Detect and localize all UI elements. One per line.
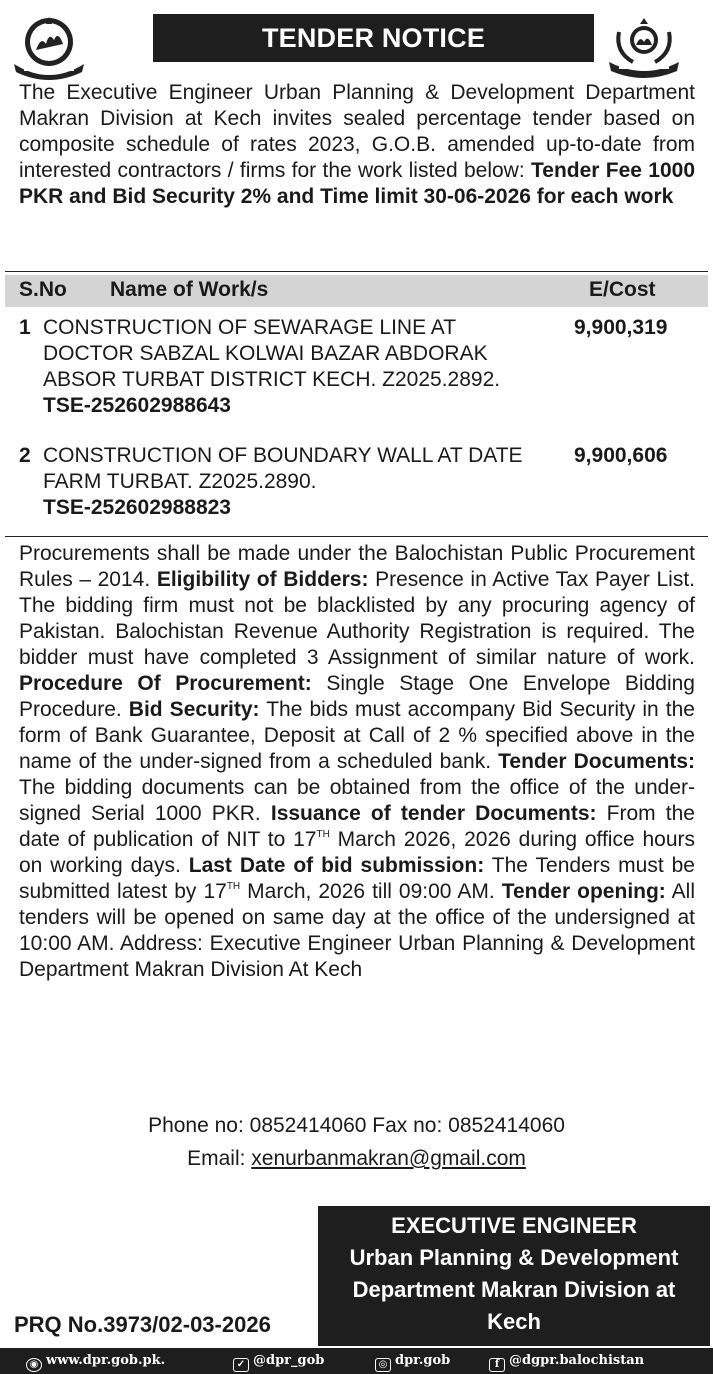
issuance-heading: Issuance of tender Documents:: [270, 802, 597, 825]
balochistan-emblem-logo: [10, 14, 88, 80]
header-name-of-work: Name of Work/s: [110, 278, 269, 301]
tender-opening-heading: Tender opening:: [501, 880, 666, 903]
ordinal-suffix: TH: [316, 829, 330, 840]
bid-security-heading: Bid Security:: [128, 698, 260, 721]
intro-terms: Tender Fee 1000 PKR and Bid Security 2% and Time limit 30-06-2026 for each work: [19, 159, 695, 208]
footer-facebook[interactable]: [489, 1353, 644, 1372]
row-estimated-cost: 9,900,606: [574, 444, 668, 467]
email-label: Email:: [187, 1147, 252, 1170]
issuance-text: From the date of publication of NIT to 17: [19, 802, 695, 851]
procedure-text: Single Stage One Envelope Bidding Procedure.: [19, 672, 695, 721]
divider: [5, 271, 708, 272]
row-sno: 1: [19, 316, 31, 339]
procedure-heading: Procedure Of Procurement:: [19, 672, 312, 695]
signature-location: Kech: [487, 1309, 541, 1334]
procurement-rules-text: Procurements shall be made under the Balochistan Public Procurement Rules – 2014.: [19, 542, 695, 591]
last-date-text-end: March, 2026 till 09:00 AM.: [240, 880, 495, 903]
twitter-handle: @dpr_gob: [253, 1353, 325, 1368]
ordinal-suffix: TH: [226, 881, 241, 892]
tender-conditions: [19, 541, 695, 983]
email-line: [0, 1147, 713, 1171]
signature-title: EXECUTIVE ENGINEER: [391, 1213, 637, 1238]
eligibility-text: Presence in Active Tax Payer List. The bidding firm must not be blacklisted by any procuring agency of Pakistan. Balochistan Revenue Authority Registration is required. The bidder must have completed 3 Assignment of similar nature of work.: [19, 568, 695, 669]
footer-instagram[interactable]: [375, 1353, 450, 1372]
row-tse-number: TSE-252602988823: [43, 496, 231, 519]
intro-paragraph: [19, 80, 695, 210]
row-sno: 2: [19, 444, 31, 467]
row-tse-number: TSE-252602988643: [43, 394, 231, 417]
header-sno: S.No: [19, 278, 67, 301]
page-title: TENDER NOTICE: [153, 14, 594, 62]
signature-division: Department Makran Division at: [352, 1277, 676, 1302]
row-work-description: CONSTRUCTION OF BOUNDARY WALL AT DATE FARM TURBAT. Z2025.2890.: [43, 444, 523, 493]
intro-text: The Executive Engineer Urban Planning & Development Department Makran Division at Kech invites sealed percentage tender based on composite schedule of rates 2023, G.O.B. amended up-to-date from interested contractors / firms for the work listed below:: [19, 81, 695, 182]
works-table-header: [5, 275, 708, 307]
globe-icon: ◉: [26, 1358, 42, 1372]
signature-block: [318, 1206, 710, 1346]
last-date-heading: Last Date of bid submission:: [188, 854, 485, 877]
website-text: www.dpr.gob.pk.: [46, 1353, 166, 1368]
twitter-icon: ✓: [233, 1358, 249, 1372]
tender-documents-heading: Tender Documents:: [498, 750, 695, 773]
facebook-handle: @dgpr.balochistan: [509, 1353, 645, 1368]
issuance-text-end: March 2026, 2026 during office hours on working days.: [19, 828, 695, 877]
footer-twitter[interactable]: [233, 1353, 324, 1372]
row-work-name: [43, 443, 543, 521]
table-row: [19, 443, 695, 529]
instagram-handle: dpr.gob: [395, 1353, 451, 1368]
eligibility-heading: Eligibility of Bidders:: [156, 568, 369, 591]
facebook-icon: f: [489, 1358, 505, 1372]
instagram-icon: ◎: [375, 1358, 391, 1372]
phone-fax: Phone no: 0852414060 Fax no: 0852414060: [148, 1114, 565, 1137]
row-work-name: [43, 315, 543, 419]
table-row: [19, 315, 695, 427]
row-estimated-cost: 9,900,319: [574, 316, 668, 339]
divider: [5, 536, 708, 537]
row-work-description: CONSTRUCTION OF SEWARAGE LINE AT DOCTOR SABZAL KOLWAI BAZAR ABDORAK ABSOR TURBAT DISTRICT KECH. Z2025.2892.: [43, 316, 501, 391]
last-date-text: The Tenders must be submitted latest by 17: [19, 854, 695, 903]
signature-department: Urban Planning & Development: [349, 1245, 679, 1270]
footer-website[interactable]: [26, 1353, 165, 1372]
footer-bar: [0, 1348, 713, 1374]
department-seal-logo: [605, 14, 683, 80]
prq-number: PRQ No.3973/02-03-2026: [14, 1312, 271, 1337]
email-link[interactable]: xenurbanmakran@gmail.com: [251, 1147, 526, 1170]
tender-documents-text: The bidding documents can be obtained from the office of the under-signed Serial 1000 PKR.: [19, 776, 695, 825]
tender-opening-text: All tenders will be opened on same day at the office of the undersigned at 10:00 AM. Address: Executive Engineer Urban Planning & Development Department Makran Division At Kech: [19, 880, 695, 981]
header-estimated-cost: E/Cost: [589, 278, 656, 301]
bid-security-text: The bids must accompany Bid Security in the form of Bank Guarantee, Deposit at Call of 2 % specified above in the name of the under-signed from a scheduled bank.: [19, 698, 695, 773]
